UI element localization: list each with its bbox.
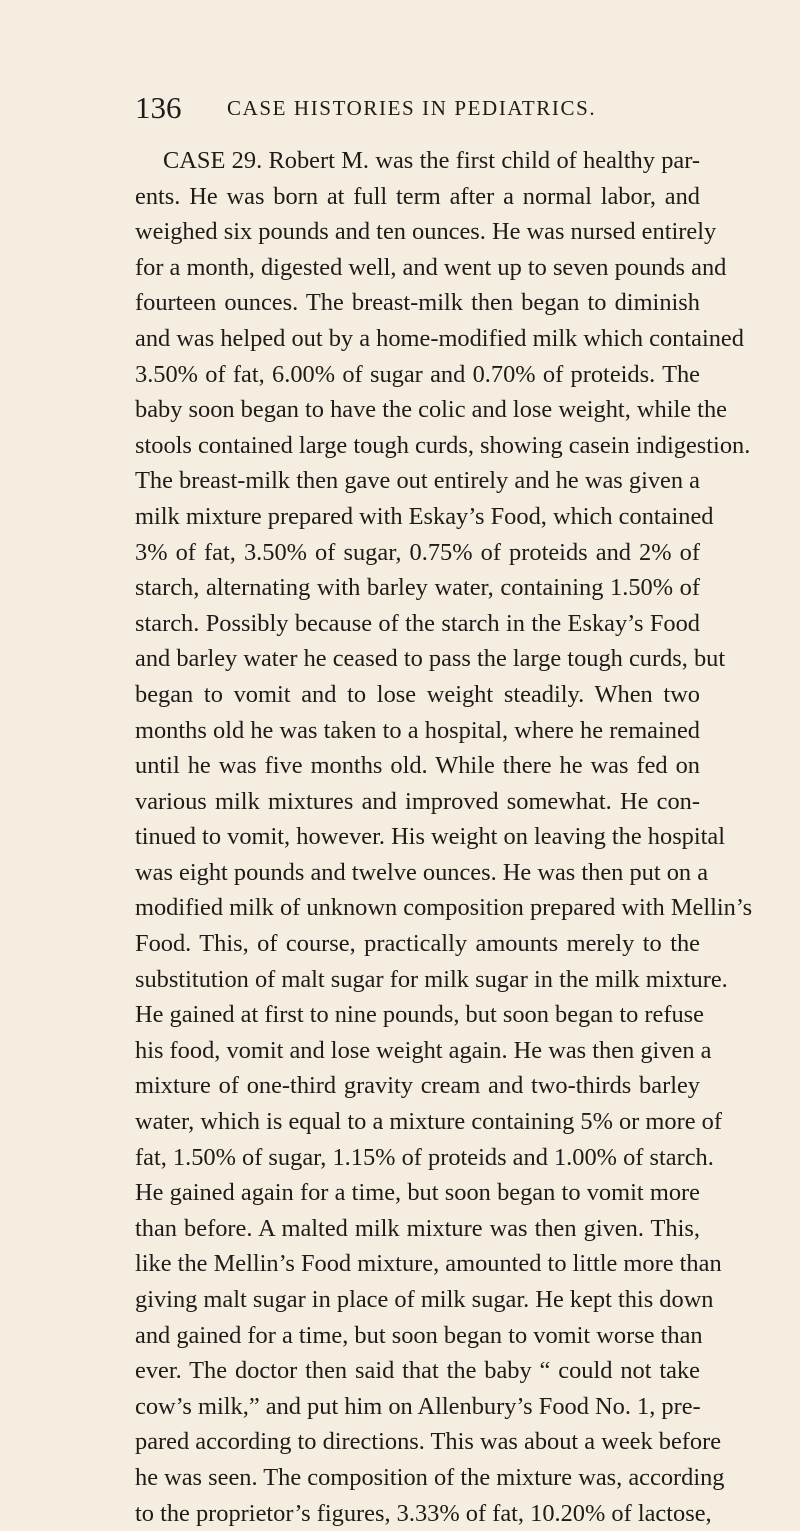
text-line: his food, vomit and lose weight again. He was then given a	[135, 1036, 712, 1064]
text-line: mixture of one-third gravity cream and two-thirds barley	[135, 1072, 700, 1100]
running-title: CASE HISTORIES IN PEDIATRICS.	[227, 96, 597, 120]
text-line: water, which is equal to a mixture containing 5% or more of	[135, 1108, 722, 1136]
text-line: and was helped out by a home-modified milk which contained	[135, 324, 744, 352]
text-line: He gained at first to nine pounds, but soon began to refuse	[135, 1001, 704, 1029]
text-line: starch, alternating with barley water, containing 1.50% of	[135, 574, 700, 602]
text-line: He gained again for a time, but soon began to vomit more	[135, 1179, 700, 1207]
text-line: to the proprietor’s figures, 3.33% of fat, 10.20% of lactose,	[135, 1499, 712, 1527]
page-number: 136	[135, 90, 182, 125]
text-line: began to vomit and to lose weight steadily. When two	[135, 680, 700, 708]
running-head	[135, 88, 695, 128]
case-29-paragraph	[135, 143, 753, 1531]
text-line: like the Mellin’s Food mixture, amounted to little more than	[135, 1250, 722, 1278]
text-line: The breast-milk then gave out entirely and he was given a	[135, 467, 700, 495]
text-line: he was seen. The composition of the mixture was, according	[135, 1463, 725, 1491]
text-line: modified milk of unknown composition prepared with Mellin’s	[135, 894, 753, 922]
text-line: and barley water he ceased to pass the large tough curds, but	[135, 645, 726, 673]
text-line: various milk mixtures and improved somewhat. He con-	[135, 787, 700, 815]
text-line: for a month, digested well, and went up to seven pounds and	[135, 253, 727, 281]
text-line: until he was five months old. While there he was fed on	[135, 752, 700, 780]
text-line: fourteen ounces. The breast-milk then began to diminish	[135, 289, 700, 317]
text-line: CASE 29. Robert M. was the first child of healthy par-	[163, 147, 700, 174]
text-line: than before. A malted milk mixture was then given. This,	[135, 1214, 700, 1242]
text-line: was eight pounds and twelve ounces. He was then put on a	[135, 858, 709, 886]
text-line: ever. The doctor then said that the baby “ could not take	[135, 1357, 700, 1385]
text-line: starch. Possibly because of the starch in the Eskay’s Food	[135, 609, 700, 637]
text-line: pared according to directions. This was about a week before	[135, 1428, 722, 1456]
text-line: 3.50% of fat, 6.00% of sugar and 0.70% of proteids. The	[135, 360, 700, 388]
text-line: cow’s milk,” and put him on Allenbury’s Food No. 1, pre-	[135, 1392, 701, 1420]
text-line: weighed six pounds and ten ounces. He was nursed entirely	[135, 218, 717, 246]
text-line: stools contained large tough curds, showing casein indigestion.	[135, 431, 751, 459]
text-line: months old he was taken to a hospital, where he remained	[135, 716, 700, 744]
text-line: tinued to vomit, however. His weight on leaving the hospital	[135, 823, 726, 851]
text-line: substitution of malt sugar for milk sugar in the milk mixture.	[135, 965, 728, 993]
text-line: giving malt sugar in place of milk sugar. He kept this down	[135, 1286, 714, 1313]
text-line: milk mixture prepared with Eskay’s Food, which contained	[135, 502, 714, 530]
text-line: fat, 1.50% of sugar, 1.15% of proteids and 1.00% of starch.	[135, 1143, 714, 1171]
text-line: baby soon began to have the colic and lose weight, while the	[135, 396, 727, 424]
text-line: and gained for a time, but soon began to vomit worse than	[135, 1321, 703, 1349]
text-line: Food. This, of course, practically amounts merely to the	[135, 930, 700, 958]
text-line: 3% of fat, 3.50% of sugar, 0.75% of proteids and 2% of	[135, 538, 700, 566]
text-line: ents. He was born at full term after a normal labor, and	[135, 182, 700, 210]
